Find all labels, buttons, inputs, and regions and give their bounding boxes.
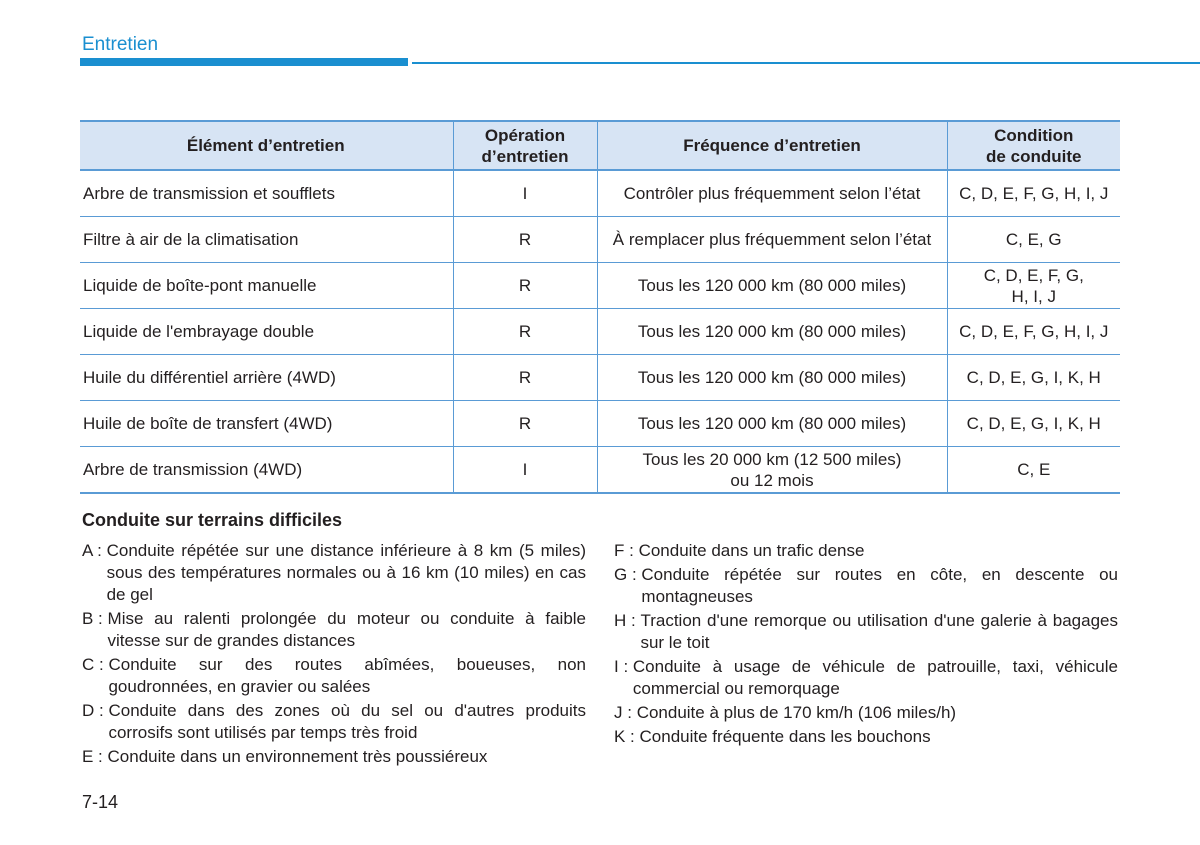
notes-title: Conduite sur terrains difficiles — [82, 510, 343, 530]
table-row — [80, 309, 1120, 355]
cell-condition: C, D, E, G, I, K, H — [947, 355, 1120, 401]
table-row — [80, 263, 1120, 309]
table-row — [80, 217, 1120, 263]
cell-frequency: Tous les 120 000 km (80 000 miles) — [597, 401, 947, 447]
note-key: J : — [614, 703, 632, 722]
cell-element: Arbre de transmission et soufflets — [80, 170, 453, 217]
section-title: Entretien — [82, 34, 159, 55]
cell-frequency: À remplacer plus fréquemment selon l’état — [597, 217, 947, 263]
cell-operation: R — [453, 355, 597, 401]
cell-element: Arbre de transmission (4WD) — [80, 447, 453, 494]
cell-element: Huile de boîte de transfert (4WD) — [80, 401, 453, 447]
note-key: C : — [82, 655, 104, 674]
condition-note — [614, 726, 1118, 748]
column-header-condition: Condition de conduite — [947, 121, 1120, 170]
cell-operation: R — [453, 401, 597, 447]
cell-element: Liquide de l'embrayage double — [80, 309, 453, 355]
cell-frequency: Tous les 20 000 km (12 500 miles) ou 12 mois — [597, 447, 947, 494]
cell-element: Huile du différentiel arrière (4WD) — [80, 355, 453, 401]
table-row — [80, 447, 1120, 494]
note-text: Conduite dans des zones où du sel ou d'autres produits corrosifs sont utilisés par temps très froid — [108, 701, 586, 742]
notes-left-column — [82, 540, 586, 770]
cell-condition: C, D, E, F, G, H, I, J — [947, 263, 1120, 309]
note-key: H : — [614, 611, 636, 630]
column-header-frequency: Fréquence d’entretien — [597, 121, 947, 170]
header-rule-thin — [412, 62, 1200, 64]
note-text: Conduite à plus de 170 km/h (106 miles/h) — [636, 703, 957, 722]
note-text: Conduite dans un trafic dense — [638, 541, 865, 560]
table-row — [80, 355, 1120, 401]
cell-frequency: Contrôler plus fréquemment selon l’état — [597, 170, 947, 217]
table-row — [80, 401, 1120, 447]
note-text: Conduite dans un environnement très poussiéreux — [107, 747, 488, 766]
condition-note — [82, 608, 586, 652]
table-header-row — [80, 121, 1120, 170]
cell-condition: C, D, E, F, G, H, I, J — [947, 309, 1120, 355]
cell-element: Liquide de boîte-pont manuelle — [80, 263, 453, 309]
condition-note — [614, 610, 1118, 654]
note-text: Mise au ralenti prolongée du moteur ou conduite à faible vitesse sur de grandes distances — [107, 609, 586, 650]
cell-operation: I — [453, 170, 597, 217]
cell-operation: R — [453, 263, 597, 309]
condition-note — [82, 540, 586, 606]
cell-condition: C, E, G — [947, 217, 1120, 263]
cell-frequency: Tous les 120 000 km (80 000 miles) — [597, 309, 947, 355]
condition-note — [614, 564, 1118, 608]
header-rule-thick — [80, 58, 408, 66]
cell-operation: R — [453, 217, 597, 263]
note-text: Traction d'une remorque ou utilisation d'une galerie à bagages sur le toit — [640, 611, 1118, 652]
note-key: K : — [614, 727, 635, 746]
note-key: D : — [82, 701, 104, 720]
maintenance-table — [80, 120, 1120, 494]
table-row — [80, 170, 1120, 217]
cell-condition: C, D, E, G, I, K, H — [947, 401, 1120, 447]
note-key: I : — [614, 657, 629, 676]
notes-right-column — [614, 540, 1118, 750]
note-key: B : — [82, 609, 103, 628]
condition-note — [614, 702, 1118, 724]
cell-condition: C, D, E, F, G, H, I, J — [947, 170, 1120, 217]
condition-note — [82, 746, 586, 768]
note-text: Conduite répétée sur une distance inférieure à 8 km (5 miles) sous des températures normales ou à 16 km (10 miles) en cas de gel — [106, 541, 586, 604]
cell-condition: C, E — [947, 447, 1120, 494]
condition-note — [82, 700, 586, 744]
cell-operation: R — [453, 309, 597, 355]
column-header-element: Élément d’entretien — [80, 121, 453, 170]
condition-note — [614, 540, 1118, 562]
page-number: 7-14 — [82, 792, 119, 812]
cell-frequency: Tous les 120 000 km (80 000 miles) — [597, 263, 947, 309]
note-text: Conduite répétée sur routes en côte, en descente ou montagneuses — [641, 565, 1118, 606]
note-text: Conduite à usage de véhicule de patrouille, taxi, véhicule commercial ou remorquage — [632, 657, 1118, 698]
note-key: G : — [614, 565, 637, 584]
condition-note — [82, 654, 586, 698]
cell-element: Filtre à air de la climatisation — [80, 217, 453, 263]
note-key: A : — [82, 541, 102, 560]
note-key: F : — [614, 541, 634, 560]
cell-operation: I — [453, 447, 597, 494]
condition-note — [614, 656, 1118, 700]
note-text: Conduite fréquente dans les bouchons — [639, 727, 931, 746]
cell-frequency: Tous les 120 000 km (80 000 miles) — [597, 355, 947, 401]
note-text: Conduite sur des routes abîmées, boueuses, non goudronnées, en gravier ou salées — [108, 655, 586, 696]
note-key: E : — [82, 747, 103, 766]
column-header-operation: Opération d’entretien — [453, 121, 597, 170]
